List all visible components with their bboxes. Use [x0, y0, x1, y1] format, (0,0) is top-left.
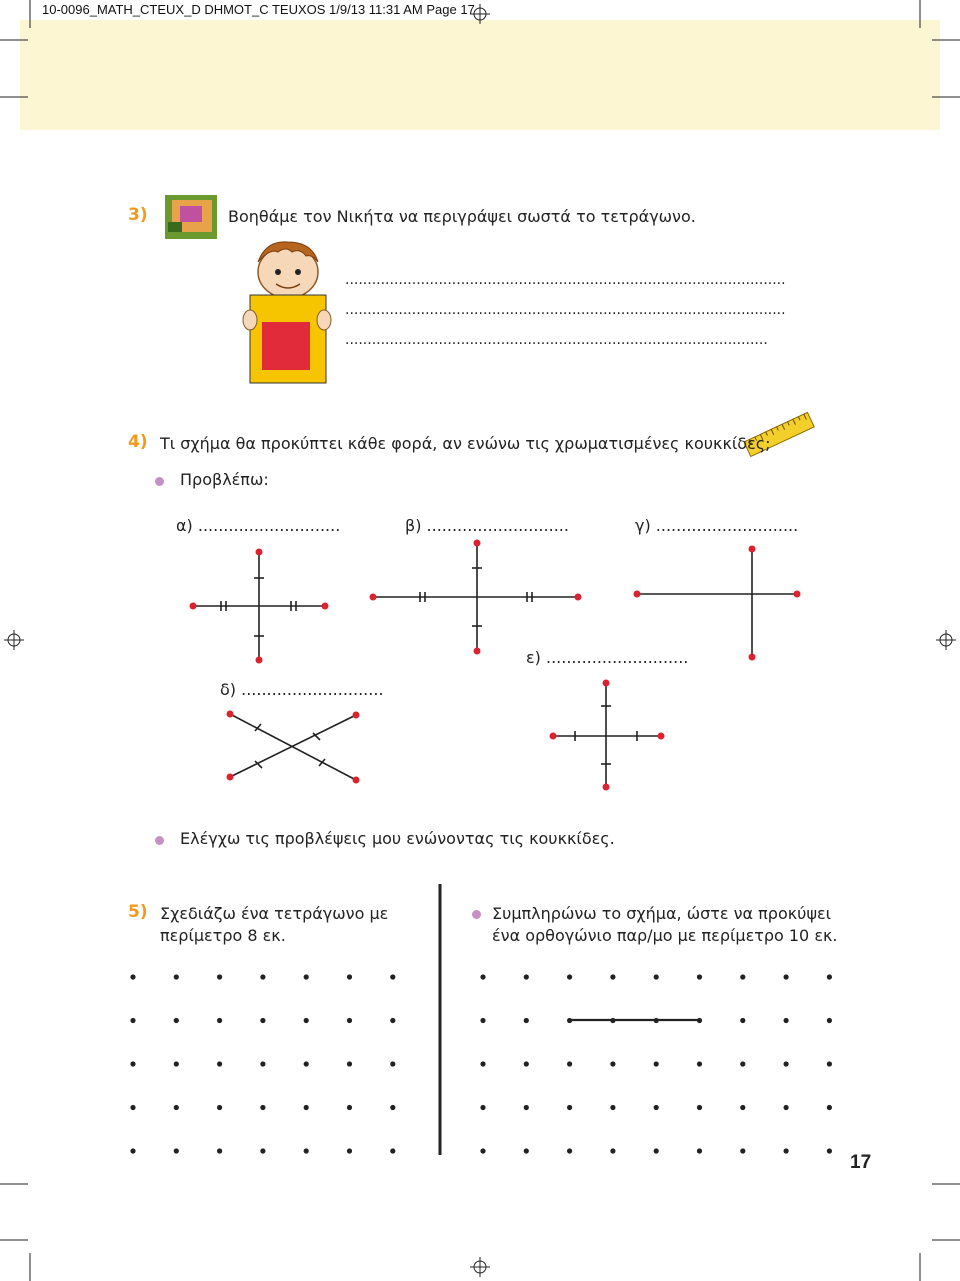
grid-dot[interactable] — [260, 1018, 265, 1023]
grid-dot[interactable] — [654, 1018, 659, 1023]
grid-dot[interactable] — [174, 974, 179, 979]
grid-dot[interactable] — [524, 974, 529, 979]
grid-dot[interactable] — [390, 1061, 395, 1066]
grid-dot[interactable] — [304, 1061, 309, 1066]
grid-dot[interactable] — [347, 1105, 352, 1110]
grid-dot[interactable] — [524, 1018, 529, 1023]
print-slug: 10-0096_MATH_CTEUX_D DHMOT_C TEUXOS 1/9/13 11:31 AM Page 17 — [42, 2, 475, 17]
figure-c — [637, 549, 797, 657]
bullet-predict — [155, 477, 164, 486]
grid-dot[interactable] — [217, 974, 222, 979]
grid-dot[interactable] — [174, 1061, 179, 1066]
check-instruction: Ελέγχω τις προβλέψεις μου ενώνοντας τις κουκκίδες. — [180, 829, 615, 848]
exercise-4-number: 4) — [128, 432, 148, 452]
grid-dot[interactable] — [654, 1148, 659, 1153]
grid-dot[interactable] — [784, 1148, 789, 1153]
grid-dot[interactable] — [740, 1018, 745, 1023]
grid-dot[interactable] — [697, 1018, 702, 1023]
label-d[interactable]: δ) ............................ — [220, 680, 384, 699]
grid-dot[interactable] — [610, 1061, 615, 1066]
grid-dot[interactable] — [567, 1018, 572, 1023]
grid-dot[interactable] — [390, 1105, 395, 1110]
grid-dot[interactable] — [827, 1105, 832, 1110]
predict-label: Προβλέπω: — [180, 470, 269, 489]
grid-dot[interactable] — [217, 1061, 222, 1066]
grid-dot[interactable] — [740, 1061, 745, 1066]
grid-dot[interactable] — [260, 1061, 265, 1066]
exercise-5-text-line-1: Σχεδιάζω ένα τετράγωνο με — [160, 904, 389, 923]
grid-dot[interactable] — [567, 1105, 572, 1110]
exercise-5-text-line-2: περίμετρο 8 εκ. — [160, 926, 286, 945]
grid-dot[interactable] — [480, 1061, 485, 1066]
grid-dot[interactable] — [390, 1148, 395, 1153]
exercise-3-number: 3) — [128, 205, 148, 225]
grid-dot[interactable] — [784, 974, 789, 979]
answer-line-3[interactable]: ............................................................................................... — [345, 332, 768, 348]
grid-dot[interactable] — [130, 1018, 135, 1023]
grid-dot[interactable] — [697, 1148, 702, 1153]
grid-dot[interactable] — [217, 1148, 222, 1153]
figure-a — [193, 552, 325, 660]
grid-dot[interactable] — [480, 1105, 485, 1110]
answer-line-1[interactable]: ................................................................................................... — [345, 272, 786, 288]
grid-dot[interactable] — [174, 1148, 179, 1153]
grid-dot[interactable] — [784, 1061, 789, 1066]
page-number: 17 — [850, 1152, 872, 1173]
grid-dot[interactable] — [260, 974, 265, 979]
grid-dot[interactable] — [740, 1148, 745, 1153]
dot-grid-left — [130, 974, 395, 1153]
grid-dot[interactable] — [524, 1061, 529, 1066]
grid-dot[interactable] — [390, 974, 395, 979]
grid-dot[interactable] — [610, 1105, 615, 1110]
grid-dot[interactable] — [784, 1018, 789, 1023]
exercise-5b-text-line-1: Συμπληρώνω το σχήμα, ώστε να προκύψει — [492, 904, 832, 923]
grid-dot[interactable] — [827, 1148, 832, 1153]
grid-dot[interactable] — [827, 1061, 832, 1066]
grid-dot[interactable] — [130, 1148, 135, 1153]
label-e[interactable]: ε) ............................ — [526, 648, 689, 667]
exercise-4-question: Τι σχήμα θα προκύπτει κάθε φορά, αν ενώνω τις χρωματισμένες κουκκίδες; — [160, 434, 771, 453]
grid-dot[interactable] — [610, 974, 615, 979]
grid-dot[interactable] — [347, 974, 352, 979]
grid-dot[interactable] — [260, 1148, 265, 1153]
grid-dot[interactable] — [654, 974, 659, 979]
grid-dot[interactable] — [610, 1018, 615, 1023]
grid-dot[interactable] — [654, 1105, 659, 1110]
grid-dot[interactable] — [390, 1018, 395, 1023]
grid-dot[interactable] — [480, 1018, 485, 1023]
bullet-check — [155, 836, 164, 845]
grid-dot[interactable] — [130, 1105, 135, 1110]
book-picture-icon — [165, 195, 217, 239]
figure-e — [553, 683, 661, 787]
grid-dot[interactable] — [174, 1018, 179, 1023]
answer-line-2[interactable]: ................................................................................................... — [345, 302, 786, 318]
grid-dot[interactable] — [174, 1105, 179, 1110]
grid-dot[interactable] — [130, 1061, 135, 1066]
grid-dot[interactable] — [697, 1061, 702, 1066]
label-c[interactable]: γ) ............................ — [635, 516, 799, 535]
grid-dot[interactable] — [784, 1105, 789, 1110]
grid-dot[interactable] — [524, 1148, 529, 1153]
grid-dot[interactable] — [697, 1105, 702, 1110]
dot-grid-right — [480, 974, 832, 1153]
grid-dot[interactable] — [347, 1018, 352, 1023]
boy-holding-square-illustration — [243, 242, 331, 383]
grid-dot[interactable] — [304, 974, 309, 979]
grid-dot[interactable] — [347, 1148, 352, 1153]
grid-dot[interactable] — [567, 1148, 572, 1153]
grid-dot[interactable] — [260, 1105, 265, 1110]
grid-dot[interactable] — [740, 974, 745, 979]
label-a[interactable]: α) ............................ — [176, 516, 341, 535]
exercise-5-number: 5) — [128, 902, 148, 922]
grid-dot[interactable] — [610, 1148, 615, 1153]
grid-dot[interactable] — [524, 1105, 529, 1110]
bullet-complete — [472, 910, 481, 919]
grid-dot[interactable] — [130, 974, 135, 979]
grid-dot[interactable] — [217, 1105, 222, 1110]
grid-dot[interactable] — [217, 1018, 222, 1023]
grid-dot[interactable] — [304, 1148, 309, 1153]
grid-dot[interactable] — [827, 974, 832, 979]
figure-b — [373, 543, 578, 651]
exercise-3-instruction: Βοηθάμε τον Νικήτα να περιγράψει σωστά το τετράγωνο. — [228, 207, 696, 226]
grid-dot[interactable] — [697, 974, 702, 979]
grid-dot[interactable] — [654, 1061, 659, 1066]
grid-dot[interactable] — [740, 1105, 745, 1110]
grid-dot[interactable] — [567, 974, 572, 979]
grid-dot[interactable] — [304, 1105, 309, 1110]
label-b[interactable]: β) ............................ — [405, 516, 569, 535]
grid-dot[interactable] — [304, 1018, 309, 1023]
grid-dot[interactable] — [480, 974, 485, 979]
figure-d — [230, 714, 356, 780]
grid-dot[interactable] — [480, 1148, 485, 1153]
grid-dot[interactable] — [827, 1018, 832, 1023]
grid-dot[interactable] — [347, 1061, 352, 1066]
exercise-5b-text-line-2: ένα ορθογώνιο παρ/μο με περίμετρο 10 εκ. — [492, 926, 838, 945]
grid-dot[interactable] — [567, 1061, 572, 1066]
